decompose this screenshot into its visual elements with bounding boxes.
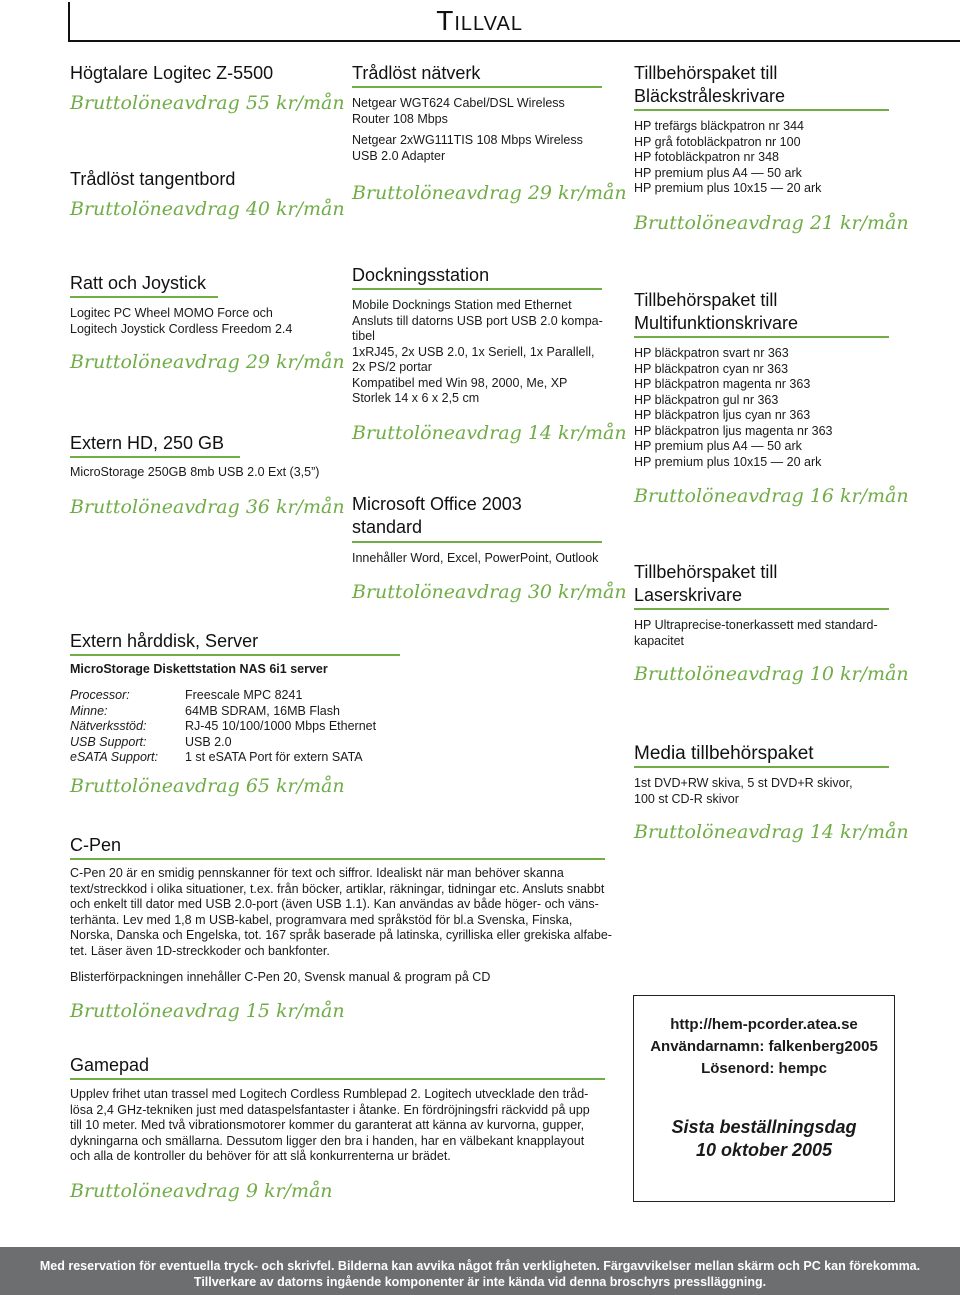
spec-value: RJ-45 10/100/1000 Mbps Ethernet xyxy=(185,719,377,733)
multi-line: HP bläckpatron ljus cyan nr 363 xyxy=(634,408,811,422)
network-heading: Trådlöst nätverk xyxy=(352,63,481,83)
page-title: Tillval xyxy=(436,5,523,36)
dock-line: Mobile Docknings Station med Ethernet xyxy=(352,298,572,312)
gamepad-text xyxy=(70,1087,590,1165)
order-password: Lösenord: hempc xyxy=(701,1060,827,1077)
dock-heading: Dockningsstation xyxy=(352,265,490,285)
network-line: USB 2.0 Adapter xyxy=(352,148,446,163)
speakers-price: Bruttolöneavdrag 55 kr/mån xyxy=(70,92,345,114)
media-underline xyxy=(634,766,889,768)
exthd-line: MicroStorage 250GB 8mb USB 2.0 Ext (3,5”) xyxy=(70,465,320,479)
spec-key: Minne: xyxy=(70,703,108,718)
spec-key: Processor: xyxy=(70,688,130,702)
dock-line: Storlek 14 x 6 x 2,5 cm xyxy=(352,391,480,405)
inkjet-line: HP fotobläckpatron nr 348 xyxy=(634,150,780,164)
gamepad-line: och alla de kontroller du behöver för att slå konkurrenterna ur brädet. xyxy=(70,1149,451,1163)
spec-key: USB Support: xyxy=(70,734,147,749)
exthd-price: Bruttolöneavdrag 36 kr/mån xyxy=(70,496,345,518)
cpen-line: text/streckkod i olika situationer, t.ex. från böcker, artiklar, räkningar, tidningar etc. Ansluts snabbt xyxy=(70,881,605,896)
spec-value: 1 st eSATA Port för extern SATA xyxy=(185,750,363,764)
dock-underline xyxy=(352,288,602,290)
media-text xyxy=(634,776,853,807)
inkjet-price: Bruttolöneavdrag 21 kr/mån xyxy=(634,212,909,234)
exthd-underline xyxy=(70,456,240,458)
deadline-label: Sista beställningsdag xyxy=(671,1117,857,1137)
network-price: Bruttolöneavdrag 29 kr/mån xyxy=(352,182,627,204)
cpen-line: C-Pen 20 är en smidig pennskanner för text och siffror. Idealiskt när man behöver skanna xyxy=(70,866,564,880)
multi-line: HP bläckpatron cyan nr 363 xyxy=(634,361,789,376)
network-underline xyxy=(352,86,602,88)
cpen-line: tet. Läser även 1D-streckkoder och bankfonter. xyxy=(70,943,330,958)
inkjet-line: HP grå fotobläckpatron nr 100 xyxy=(634,134,801,149)
gamepad-underline xyxy=(70,1078,605,1080)
multi-heading-1: Tillbehörspaket till xyxy=(634,290,778,310)
office-underline xyxy=(352,541,602,543)
media-line: 1st DVD+RW skiva, 5 st DVD+R skivor, xyxy=(634,776,853,790)
laser-heading-2: Laserskrivare xyxy=(634,585,743,605)
gamepad-heading: Gamepad xyxy=(70,1055,150,1075)
cpen-heading: C-Pen xyxy=(70,835,122,855)
joystick-price: Bruttolöneavdrag 29 kr/mån xyxy=(70,351,345,373)
cpen-blister: Blisterförpackningen innehåller C-Pen 20, Svensk manual & program på CD xyxy=(70,970,491,984)
inkjet-line: HP premium plus 10x15 — 20 ark xyxy=(634,181,822,195)
dock-text xyxy=(352,298,603,407)
multi-heading-2: Multifunktionskrivare xyxy=(634,313,799,333)
spec-key: Nätverksstöd: xyxy=(70,719,147,733)
dock-line: Ansluts till datorns USB port USB 2.0 kompa- xyxy=(352,313,603,328)
footer-line: Tillverkare av datorns ingående komponenter är inte kända vid denna broschyrs presslläggning. xyxy=(193,1275,767,1289)
order-username: Användarnamn: falkenberg2005 xyxy=(650,1038,878,1055)
cpen-line: Norska, Danska och Engelska, tot. 167 språk baserade på latinska, cyrilliska eller grekiska alfabe- xyxy=(70,928,612,942)
multi-underline xyxy=(634,336,889,338)
cpen-underline xyxy=(70,858,605,860)
gamepad-line: Upplev frihet utan trassel med Logitech Cordless Rumblepad 2. Logitech utvecklade den tråd- xyxy=(70,1087,589,1101)
cpen-text xyxy=(70,866,612,959)
deadline-date: 10 oktober 2005 xyxy=(695,1140,833,1160)
media-price: Bruttolöneavdrag 14 kr/mån xyxy=(634,821,909,843)
network-line: Netgear 2xWG111TIS 108 Mbps Wireless xyxy=(352,133,583,147)
multi-line: HP bläckpatron svart nr 363 xyxy=(634,346,789,360)
dock-line: Kompatibel med Win 98, 2000, Me, XP xyxy=(352,375,568,390)
inkjet-heading-2: Bläckstråleskrivare xyxy=(634,86,786,106)
laser-heading-1: Tillbehörspaket till xyxy=(634,562,778,582)
office-price: Bruttolöneavdrag 30 kr/mån xyxy=(352,581,627,603)
footer-disclaimer xyxy=(0,1247,960,1295)
network-line: Router 108 Mbps xyxy=(352,111,448,126)
multi-line: HP bläckpatron ljus magenta nr 363 xyxy=(634,423,833,438)
media-line: 100 st CD-R skivor xyxy=(634,791,739,806)
spec-key: eSATA Support: xyxy=(70,750,159,764)
multi-line: HP premium plus 10x15 — 20 ark xyxy=(634,454,822,469)
order-info-box xyxy=(633,995,895,1202)
inkjet-heading-1: Tillbehörspaket till xyxy=(634,63,778,83)
footer-line: Med reservation för eventuella tryck- och skrivfel. Bilderna kan avvika något från verkligheten. Färgavvikelser mellan skärm och PC kan förekomma. xyxy=(39,1259,921,1273)
inkjet-line: HP trefärgs bläckpatron nr 344 xyxy=(634,119,805,133)
laser-line: HP Ultraprecise-tonerkassett med standard- xyxy=(634,618,878,632)
dock-line: 2x PS/2 portar xyxy=(352,360,432,374)
joystick-heading: Ratt och Joystick xyxy=(70,273,207,293)
cpen-price: Bruttolöneavdrag 15 kr/mån xyxy=(70,1000,345,1022)
server-heading: Extern hårddisk, Server xyxy=(70,631,259,651)
spec-value: USB 2.0 xyxy=(185,734,232,749)
dock-line: tibel xyxy=(352,329,375,343)
server-price: Bruttolöneavdrag 65 kr/mån xyxy=(70,775,345,797)
dock-line: 1xRJ45, 2x USB 2.0, 1x Seriell, 1x Parallell, xyxy=(352,344,595,359)
media-heading: Media tillbehörspaket xyxy=(634,743,814,764)
gamepad-line: dykningarna och smällarna. Dessutom ligger den bra i handen, har en välbekant knapplayout xyxy=(70,1133,585,1148)
laser-line: kapacitet xyxy=(634,633,685,648)
laser-underline xyxy=(634,608,889,610)
office-line: Innehåller Word, Excel, PowerPoint, Outlook xyxy=(352,551,599,565)
keyboard-price: Bruttolöneavdrag 40 kr/mån xyxy=(70,198,345,220)
gamepad-line: lösa 2,4 GHz-tekniken just med dataspelsfantaster i åtanke. En fördröjningsfri räckvidd på upp xyxy=(70,1102,590,1117)
laser-text xyxy=(634,618,878,649)
inkjet-underline xyxy=(634,109,889,111)
server-underline xyxy=(70,654,400,656)
multi-line: HP premium plus A4 — 50 ark xyxy=(634,439,802,453)
server-subtitle: MicroStorage Diskettstation NAS 6i1 server xyxy=(70,662,328,676)
exthd-heading: Extern HD, 250 GB xyxy=(70,433,225,453)
order-url[interactable]: http://hem-pcorder.atea.se xyxy=(670,1016,858,1033)
network-text xyxy=(352,96,583,164)
joystick-underline xyxy=(70,296,218,298)
multi-price: Bruttolöneavdrag 16 kr/mån xyxy=(634,485,909,507)
office-heading-2: standard xyxy=(352,517,423,537)
keyboard-heading: Trådlöst tangentbord xyxy=(70,169,236,189)
server-spec-table xyxy=(70,688,376,766)
laser-price: Bruttolöneavdrag 10 kr/mån xyxy=(634,663,909,685)
inkjet-text xyxy=(634,119,821,197)
multi-text xyxy=(634,346,833,470)
cpen-line: terhänta. Lev med 1,8 m USB-kabel, programvara med språkstöd för bl.a Svenska, Finska, xyxy=(70,912,573,927)
gamepad-price: Bruttolöneavdrag 9 kr/mån xyxy=(70,1180,333,1202)
office-heading-1: Microsoft Office 2003 xyxy=(352,494,522,514)
dock-price: Bruttolöneavdrag 14 kr/mån xyxy=(352,422,627,444)
network-line: Netgear WGT624 Cabel/DSL Wireless xyxy=(352,96,565,110)
multi-line: HP bläckpatron magenta nr 363 xyxy=(634,377,811,391)
multi-line: HP bläckpatron gul nr 363 xyxy=(634,392,779,407)
joystick-text xyxy=(70,306,292,337)
gamepad-line: till 10 meter. Med två vibrationsmotorer kommer du garanterat att känna av kurvorna, gupper, xyxy=(70,1118,585,1132)
spec-value: 64MB SDRAM, 16MB Flash xyxy=(185,703,340,718)
inkjet-line: HP premium plus A4 — 50 ark xyxy=(634,165,802,180)
spec-value: Freescale MPC 8241 xyxy=(185,688,303,702)
cpen-line: och enkelt till dator med USB 2.0-port (även USB 1.1). Kan användas av både höger- och väns- xyxy=(70,897,599,911)
joystick-line: Logitech Joystick Cordless Freedom 2.4 xyxy=(70,321,293,336)
speakers-heading: Högtalare Logitec Z-5500 xyxy=(70,63,274,83)
joystick-line: Logitec PC Wheel MOMO Force och xyxy=(70,306,273,320)
